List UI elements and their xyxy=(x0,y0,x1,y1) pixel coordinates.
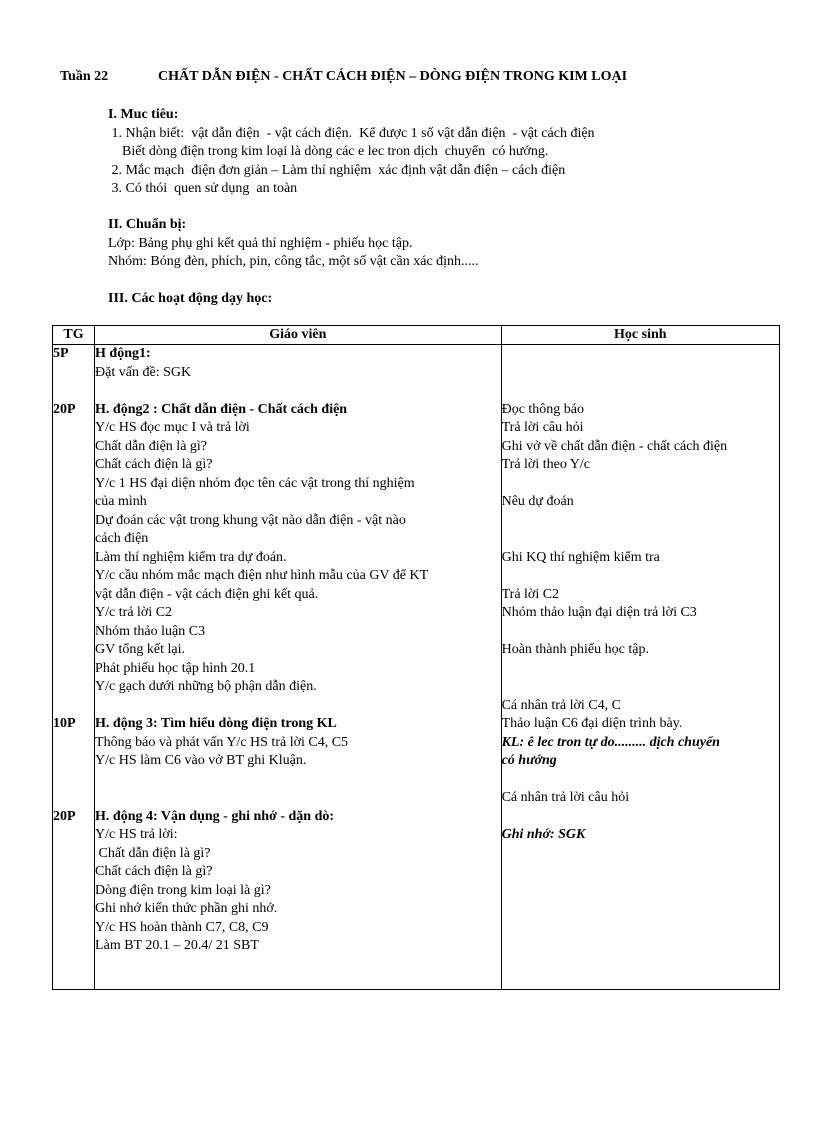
teacher-line: Y/c HS hoàn thành C7, C8, C9 xyxy=(95,919,269,935)
teacher-line: Ghi nhớ kiến thức phần ghi nhớ. xyxy=(95,901,278,916)
teacher-column xyxy=(95,345,502,990)
teacher-line: Làm BT 20.1 – 20.4/ 21 SBT xyxy=(95,938,259,953)
student-line: Trả lời theo Y/c xyxy=(501,457,591,472)
conclusion-line: KL: ê lec tron tự do......... dịch chuyển xyxy=(501,734,720,750)
objective-line: Biết dòng điện trong kim loại là dòng các e lec tron dịch chuyển có hướng. xyxy=(108,144,549,159)
activities-title: III. Các hoạt động dạy học: xyxy=(108,291,273,306)
teacher-line: Thông báo và phát vấn Y/c HS trả lời C4, C5 xyxy=(95,734,349,750)
student-line: Thảo luận C6 đại diện trình bày. xyxy=(501,716,683,731)
objective-line: 1. Nhận biết: vật dẫn điện - vật cách điện. Kể được 1 số vật dẫn điện - vật cách điện xyxy=(108,125,595,141)
student-line: Nêu dự đoán xyxy=(501,494,574,509)
objectives-title: I. Muc tiêu: xyxy=(108,107,179,122)
header-tg: TG xyxy=(53,326,95,345)
student-line: Ghi KQ thí nghiệm kiểm tra xyxy=(501,549,660,565)
header-student: Học sinh xyxy=(501,326,779,345)
teacher-line: Phát phiếu học tập hình 20.1 xyxy=(95,660,256,676)
objective-line: 2. Mắc mạch điện đơn giản – Làm thí nghiệm xác định vật dẫn điện – cách điện xyxy=(108,162,566,178)
teacher-line: cách điện xyxy=(95,531,149,546)
student-line: Nhóm thảo luận đại diện trả lời C3 xyxy=(501,605,697,620)
teacher-line: Làm thí nghiệm kiểm tra dự đoán. xyxy=(95,549,287,565)
teacher-line: Chất cách điện là gì? xyxy=(95,457,213,472)
student-line: Cá nhân trả lời C4, C xyxy=(501,697,621,713)
teacher-line: Đặt vấn đề: SGK xyxy=(95,364,192,380)
teacher-line: của mình xyxy=(95,494,147,509)
time-slot: 5P xyxy=(53,346,69,361)
teacher-line: Dự đoán các vật trong khung vật nào dẫn điện - vật nào xyxy=(95,512,406,528)
lesson-title: CHẤT DẪN ĐIỆN - CHẤT CÁCH ĐIỆN – DÒNG ĐIỆN TRONG KIM LOẠI xyxy=(158,69,628,84)
student-line: Cá nhân trả lời câu hỏi xyxy=(501,790,630,805)
time-slot: 20P xyxy=(53,808,76,824)
teacher-line: vật dẫn điện - vật cách điện ghi kết quả. xyxy=(95,586,319,602)
teacher-line: Chất dẫn điện là gì? xyxy=(95,438,208,454)
table-body-row xyxy=(53,345,780,990)
teacher-line: Y/c 1 HS đại diện nhóm đọc tên các vật trong thí nghiệm xyxy=(95,475,415,491)
student-line: Hoàn thành phiếu học tập. xyxy=(501,642,649,657)
teacher-line: Chất dẫn điện là gì? xyxy=(95,845,211,861)
student-line: Trả lời C2 xyxy=(501,586,560,602)
student-line: Đọc thông báo xyxy=(501,401,585,417)
objectives-section xyxy=(108,106,595,199)
teacher-line: Chất cách điện là gì? xyxy=(95,864,213,879)
activity-heading: H động1: xyxy=(95,346,151,361)
table-header-row xyxy=(53,326,780,345)
activity-heading: H. động 4: Vận dụng - ghi nhớ - dặn dò: xyxy=(95,808,335,824)
student-line: Trả lời câu hỏi xyxy=(501,420,584,435)
activity-heading: H. động2 : Chất dẫn điện - Chất cách điện xyxy=(95,401,348,417)
student-line: Ghi vở về chất dẫn điện - chất cách điện xyxy=(501,438,728,454)
time-column xyxy=(53,345,95,990)
week-label: Tuần 22 xyxy=(60,69,109,84)
teacher-line: Y/c trả lời C2 xyxy=(95,605,173,620)
header-teacher: Giáo viên xyxy=(95,326,502,345)
preparation-title: II. Chuẩn bị: xyxy=(108,217,187,232)
objective-line: 3. Có thói quen sử dụng an toàn xyxy=(108,181,298,196)
teacher-line: Y/c HS làm C6 vào vở BT ghi Kluận. xyxy=(95,753,307,768)
memorize-line: Ghi nhớ: SGK xyxy=(501,827,586,842)
teacher-line: Y/c HS đọc mục I và trả lời xyxy=(95,420,250,435)
preparation-line: Lớp: Bảng phụ ghi kết quả thí nghiệm - phiếu học tập. xyxy=(108,235,413,251)
time-slot: 10P xyxy=(53,716,76,731)
conclusion-line: có hướng xyxy=(501,753,557,768)
teacher-line: Dòng điện trong kim loại là gì? xyxy=(95,882,271,898)
student-column xyxy=(501,345,779,990)
teacher-line: GV tổng kết lại. xyxy=(95,642,186,657)
time-slot: 20P xyxy=(53,401,76,417)
lesson-plan-table xyxy=(52,325,780,990)
teacher-line: Nhóm thảo luận C3 xyxy=(95,623,206,639)
teacher-line: Y/c gạch dưới những bộ phận dẫn điện. xyxy=(95,679,317,694)
page-header xyxy=(60,68,627,87)
teacher-line: Y/c cầu nhóm mắc mạch điện như hình mẫu của GV để KT xyxy=(95,568,429,583)
preparation-section xyxy=(108,216,479,272)
teacher-line: Y/c HS trả lời: xyxy=(95,827,178,842)
activity-heading: H. động 3: Tìm hiểu dòng điện trong KL xyxy=(95,716,337,731)
preparation-line: Nhóm: Bóng đèn, phích, pin, công tắc, một số vật cần xác định..... xyxy=(108,254,479,269)
